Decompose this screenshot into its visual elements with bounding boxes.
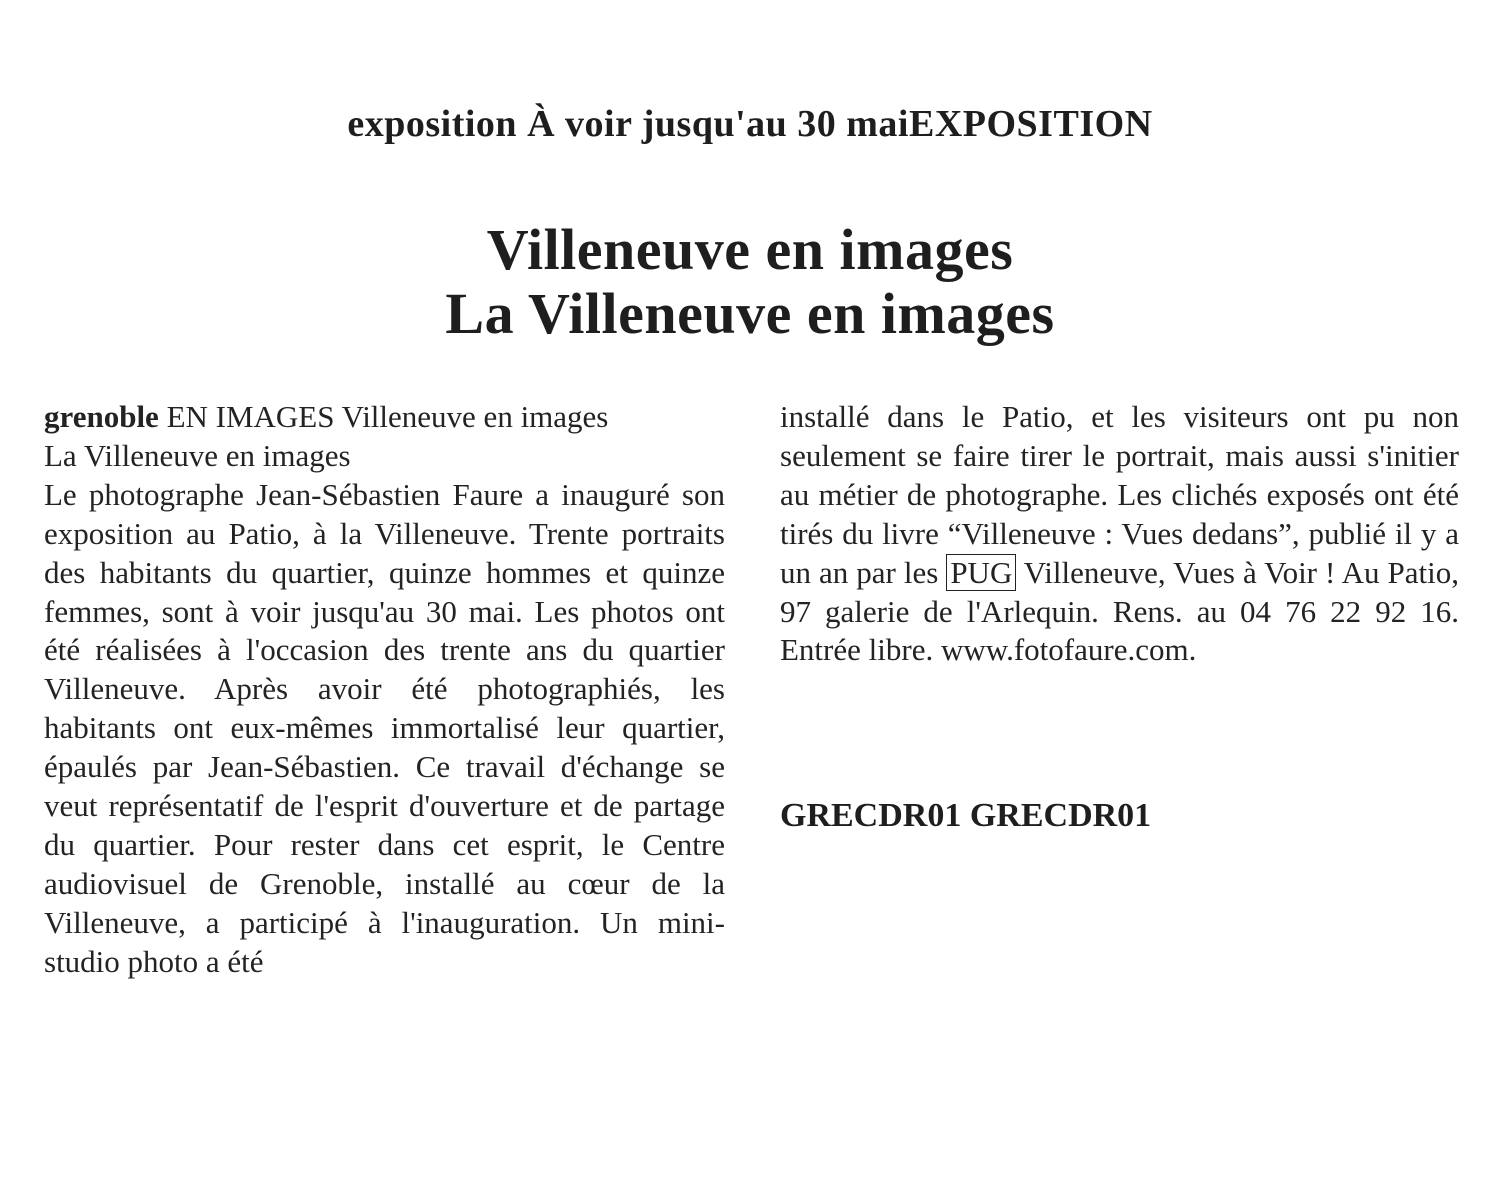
lead-text: EN IMAGES Villeneuve en images <box>166 399 609 434</box>
document-code: GRECDR01 GRECDR01 <box>780 797 1152 834</box>
lead-line <box>44 398 725 437</box>
body-text-before-publisher: installé dans le Patio, et les visiteurs ont pu non seulement se faire tirer le portrait, mais aussi s'initier au métier de photographe. Les clichés exposés ont été tirés du livre “Villeneuve : Vues dedans”, publié il y a un an par les <box>780 399 1459 590</box>
publisher-highlight: PUG <box>946 554 1016 591</box>
headline-line-2: La Villeneuve en images <box>445 281 1055 346</box>
headline-line-1: Villeneuve en images <box>486 217 1014 282</box>
location-label: grenoble <box>44 399 159 434</box>
body-text-after-publisher: Villeneuve, Vues à Voir ! Au Patio, 97 galerie de l'Arlequin. Rens. au 04 76 22 92 16. Entrée libre. www.fotofaure.com. <box>780 554 1459 668</box>
kicker-line: exposition À voir jusqu'au 30 maiEXPOSITION <box>347 103 1153 145</box>
article-column-left <box>44 398 725 982</box>
headline <box>0 218 1500 346</box>
body-paragraph-right <box>780 398 1459 670</box>
article-subtitle: La Villeneuve en images <box>44 437 351 473</box>
article-column-right <box>780 398 1459 670</box>
body-paragraph-left: Le photographe Jean-Sébastien Faure a inauguré son exposition au Patio, à la Villeneuve. Trente portraits des habitants du quartier, quinze hommes et quinze femmes, sont à voir jusqu'au 30 mai. Les photos ont été réalisées à l'occasion des trente ans du quartier Villeneuve. Après avoir été photographiés, les habitants ont eux-mêmes immortalisé leur quartier, épaulés par Jean-Sébastien. Ce travail d'échange se veut représentatif de l'esprit d'ouverture et de partage du quartier. Pour rester dans cet esprit, le Centre audiovisuel de Grenoble, installé au cœur de la Villeneuve, a participé à l'inauguration. Un mini-studio photo a été <box>44 476 725 979</box>
